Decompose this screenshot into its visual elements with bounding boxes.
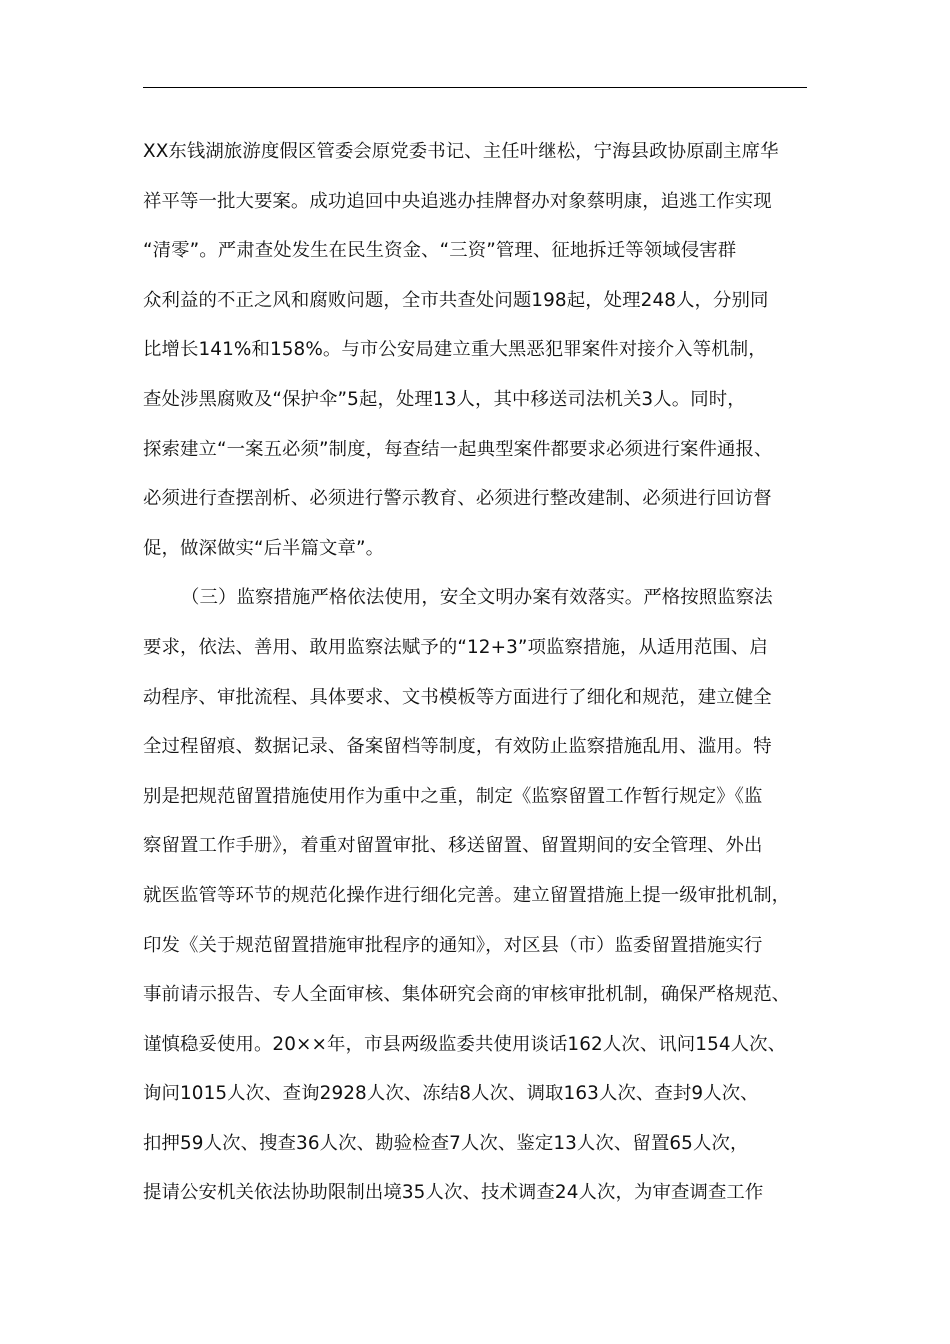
text-line: 提请公安机关依法协助限制出境35人次、技术调查24人次，为审查调查工作 [143, 1182, 764, 1204]
text-line: 众利益的不正之风和腐败问题，全市共查处问题198起，处理248人，分别同 [143, 289, 769, 311]
body-text [143, 127, 807, 1218]
text-line: 要求，依法、善用、敢用监察法赋予的“12+3”项监察措施，从适用范围、启 [143, 636, 768, 658]
text-line: 必须进行查摆剖析、必须进行警示教育、必须进行整改建制、必须进行回访督 [143, 488, 772, 510]
text-line: 探索建立“一案五必须”制度，每查结一起典型案件都要求必须进行案件通报、 [143, 438, 773, 460]
text-line: 扣押59人次、搜查36人次、勘验检查7人次、鉴定13人次、留置65人次， [143, 1132, 749, 1154]
text-line: 询问1015人次、查询2928人次、冻结8人次、调取163人次、查封9人次、 [143, 1083, 759, 1105]
text-line: “清零”。严肃查处发生在民生资金、“三资”管理、征地拆迁等领域侵害群 [143, 240, 737, 262]
header-divider [143, 87, 807, 88]
text-line: XX东钱湖旅游度假区管委会原党委书记、主任叶继松，宁海县政协原副主席华 [143, 141, 779, 162]
text-line: 印发《关于规范留置措施审批程序的通知》，对区县（市）监委留置措施实行 [143, 934, 763, 956]
text-line: 比增长141%和158%。与市公安局建立重大黑恶犯罪案件对接介入等机制， [143, 339, 767, 361]
text-line: 全过程留痕、数据记录、备案留档等制度，有效防止监察措施乱用、滥用。特 [143, 736, 772, 758]
text-line: 别是把规范留置措施使用作为重中之重，制定《监察留置工作暂行规定》《监 [143, 785, 763, 807]
text-line: 查处涉黑腐败及“保护伞”5起，处理13人，其中移送司法机关3人。同时， [143, 388, 746, 410]
text-line: 事前请示报告、专人全面审核、集体研究会商的审核审批机制，确保严格规范、 [143, 984, 791, 1006]
text-line: 祥平等一批大要案。成功追回中央追逃办挂牌督办对象蔡明康，追逃工作实现 [143, 190, 772, 212]
section-heading-line: （三）监察措施严格依法使用，安全文明办案有效落实。严格按照监察法 [181, 587, 773, 609]
text-line: 察留置工作手册》，着重对留置审批、移送留置、留置期间的安全管理、外出 [143, 835, 763, 857]
text-line: 动程序、审批流程、具体要求、文书模板等方面进行了细化和规范，建立健全 [143, 686, 772, 708]
text-line: 谨慎稳妥使用。20××年，市县两级监委共使用谈话162人次、讯问154人次、 [143, 1033, 787, 1055]
text-line: 促，做深做实“后半篇文章”。 [143, 537, 385, 559]
text-line: 就医监管等环节的规范化操作进行细化完善。建立留置措施上提一级审批机制， [143, 884, 791, 906]
